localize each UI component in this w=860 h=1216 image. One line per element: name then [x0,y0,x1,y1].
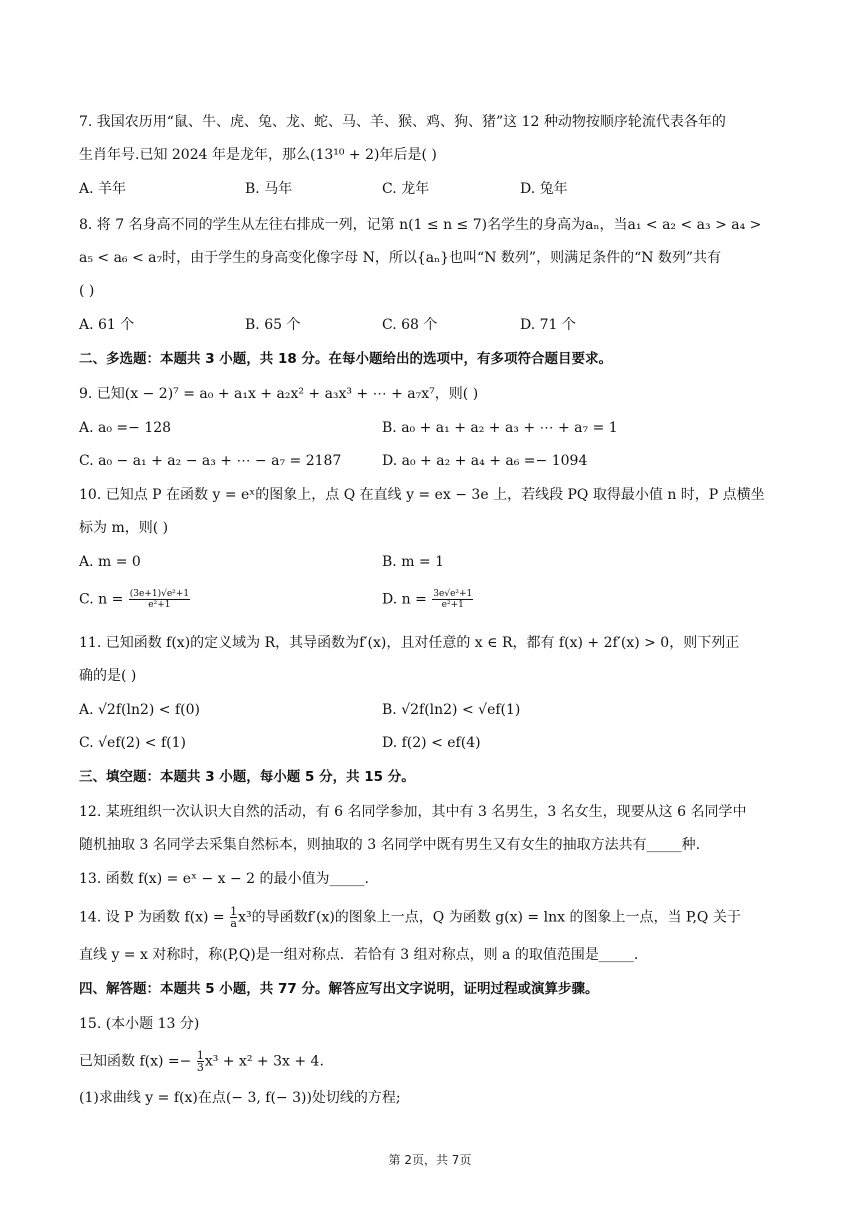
q15-part-1: (1)求曲线 y = f(x)在点(− 3, f(− 3))处切线的方程; [79,1090,401,1106]
q9-option-a: A. a₀ =− 128 [79,420,172,436]
q10-option-d-denominator: e²+1 [441,600,464,610]
q8-line1: 8. 将 7 名身高不同的学生从左往右排成一列，记第 n(1 ≤ n ≤ 7)名学生的身高为aₙ，当a₁ < a₂ < a₃ > a₄ > [79,217,762,233]
q14-fraction-denominator: a [230,917,237,930]
q7-option-c: C. 龙年 [382,181,430,197]
q9-option-c: C. a₀ − a₁ + a₂ − a₃ + ⋯ − a₇ = 2187 [79,453,342,469]
q14-fraction [230,906,237,929]
q10-option-c [79,589,191,610]
q13-line: 13. 函数 f(x) = eˣ − x − 2 的最小值为_____. [79,871,369,887]
q10-option-c-denominator: e²+1 [148,600,171,610]
q10-option-b: B. m = 1 [382,554,445,570]
q7-option-a: A. 羊年 [79,181,127,197]
q11-option-c: C. √ef(2) < f(1) [79,735,186,751]
q9-option-d: D. a₀ + a₂ + a₄ + a₆ =− 1094 [382,453,588,469]
q10-option-a: A. m = 0 [79,554,141,570]
q10-line1: 10. 已知点 P 在函数 y = eˣ的图象上，点 Q 在直线 y = ex − 3e 上，若线段 PQ 取得最小值 n 时，P 点横坐 [79,487,765,503]
q10-option-d [382,589,474,610]
q15-statement-start: 已知函数 f(x) =− [79,1053,192,1070]
q7-line1: 7. 我国农历用“鼠、牛、虎、兔、龙、蛇、马、羊、猴、鸡、狗、猪”这 12 种动物按顺序轮流代表各年的 [79,114,726,130]
q11-option-a: A. √2f(ln2) < f(0) [79,702,200,718]
q11-line1: 11. 已知函数 f(x)的定义域为 R，其导函数为f′(x)，且对任意的 x ∈ R，都有 f(x) + 2f′(x) > 0，则下列正 [79,635,740,651]
section-2-heading: 二、多选题：本题共 3 小题，共 18 分。在每小题给出的选项中，有多项符合题目要求。 [79,351,612,367]
q10-option-d-prefix: D. n = [382,591,427,608]
q7-option-d: D. 兔年 [520,181,568,197]
q8-option-b: B. 65 个 [245,317,301,333]
q7-option-b: B. 马年 [245,181,293,197]
q10-option-c-numerator: (3e+1)√e²+1 [129,589,190,599]
q9-line1: 9. 已知(x − 2)⁷ = a₀ + a₁x + a₂x² + a₃x³ + ⋯ + a₇x⁷，则( ) [79,386,479,402]
q15-fraction [197,1050,204,1073]
q8-line3: ( ) [79,283,95,299]
q15-header: 15. (本小题 13 分) [79,1016,200,1032]
q15-fraction-denominator: 3 [196,1061,204,1074]
section-4-heading: 四、解答题：本题共 5 小题，共 77 分。解答应写出文字说明，证明过程或演算步骤。 [79,981,599,997]
q11-option-b: B. √2f(ln2) < √ef(1) [382,702,521,718]
q12-line1: 12. 某班组织一次认识大自然的活动，有 6 名同学参加，其中有 3 名男生，3 名女生，现要从这 6 名同学中 [79,804,747,820]
q15-fraction-numerator: 1 [196,1049,204,1062]
q8-line2: a₅ < a₆ < a₇时，由于学生的身高变化像字母 N，所以{aₙ}也叫“N 数列”，则满足条件的“N 数列”共有 [79,250,722,266]
q10-option-d-numerator: 3e√e²+1 [433,589,473,599]
q14-line2: 直线 y = x 对称时，称(P,Q)是一组对称点．若恰有 3 组对称点，则 a 的取值范围是_____. [79,947,639,963]
q14-fraction-numerator: 1 [230,905,238,918]
q8-option-d: D. 71 个 [520,317,576,333]
q11-option-d: D. f(2) < ef(4) [382,735,481,751]
q11-line2: 确的是( ) [79,668,137,684]
q10-option-c-prefix: C. n = [79,591,124,608]
q9-option-b: B. a₀ + a₁ + a₂ + a₃ + ⋯ + a₇ = 1 [382,420,618,436]
q14-line1-start: 14. 设 P 为函数 f(x) = [79,909,225,926]
q15-statement-end: x³ + x² + 3x + 4. [204,1053,324,1070]
section-3-heading: 三、填空题：本题共 3 小题，每小题 5 分，共 15 分。 [79,769,415,785]
q14-line1 [79,906,741,929]
q10-line2: 标为 m，则( ) [79,520,169,536]
q8-option-a: A. 61 个 [79,317,135,333]
q8-option-c: C. 68 个 [382,317,438,333]
q7-line2: 生肖年号.已知 2024 年是龙年，那么(13¹⁰ + 2)年后是( ) [79,147,437,163]
q10-option-c-fraction [129,589,190,610]
q10-option-d-fraction [432,589,473,610]
page-footer: 第 2页，共 7页 [388,1153,472,1167]
q14-line1-end: x³的导函数f′(x)的图象上一点，Q 为函数 g(x) = lnx 的图象上一点，当 P,Q 关于 [238,909,741,926]
q15-statement [79,1050,324,1073]
q12-line2: 随机抽取 3 名同学去采集自然标本，则抽取的 3 名同学中既有男生又有女生的抽取方法共有_____种. [79,837,701,853]
